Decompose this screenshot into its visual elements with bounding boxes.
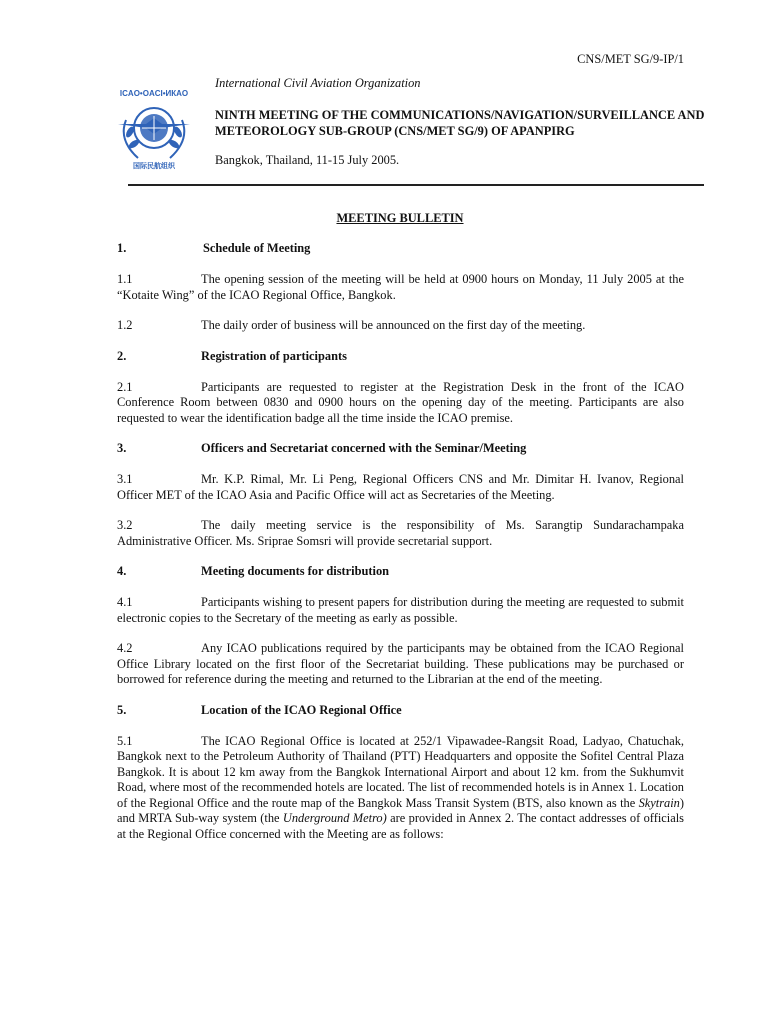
paragraph <box>117 641 684 688</box>
paragraph-number: 3.1 <box>117 472 133 486</box>
paragraph <box>117 518 684 549</box>
section-number: 1. <box>117 241 127 255</box>
section-title: Schedule of Meeting <box>203 241 311 255</box>
paragraph-number: 1.1 <box>117 272 133 286</box>
section-heading <box>117 349 684 365</box>
organization-name: International Civil Aviation Organization <box>215 76 421 90</box>
document-body <box>117 241 684 857</box>
paragraph-text: Any ICAO publications required by the participants may be obtained from the ICAO Regional Office Library located on the first floor of the Secretariat building. These publications may be purchased or borrowed for reference during the meeting and returned to the Librarian at the end of the meeting. <box>117 641 684 686</box>
paragraph <box>117 595 684 626</box>
underground-metro-italic: Underground Metro) <box>282 811 387 825</box>
paragraph-number: 2.1 <box>117 379 133 394</box>
icao-emblem-logo <box>108 80 200 172</box>
header-divider <box>128 184 704 186</box>
paragraph-number: 3.2 <box>117 518 133 532</box>
section-title: Location of the ICAO Regional Office <box>201 702 402 717</box>
paragraph <box>117 380 684 427</box>
paragraph-text: Participants wishing to present papers for distribution during the meeting are requested to submit electronic copies to the Secretary of the meeting as early as possible. <box>117 595 684 625</box>
section-number: 2. <box>117 348 127 363</box>
section-title: Officers and Secretariat concerned with the Seminar/Meeting <box>201 441 527 455</box>
svg-text:ICAO•OACI•ИКАО: ICAO•OACI•ИКАО <box>119 89 189 98</box>
skytrain-italic: Skytrain <box>638 795 680 810</box>
paragraph <box>117 272 684 303</box>
paragraph-text: are provided in Annex 2. The contact addresses of officials at the Regional Office concerned with the Meeting are as follows: <box>117 811 684 841</box>
paragraph <box>117 472 684 503</box>
paragraph-number: 4.1 <box>117 595 133 609</box>
section-title: Registration of participants <box>201 348 347 363</box>
document-reference: CNS/MET SG/9-IP/1 <box>577 52 684 66</box>
paragraph <box>117 734 684 843</box>
paragraph-number: 1.2 <box>117 318 133 332</box>
paragraph-text: The opening session of the meeting will be held at 0900 hours on Monday, 11 July 2005 at the “Kotaite Wing” of the ICAO Regional Office, Bangkok. <box>117 272 684 302</box>
paragraph-text: The daily order of business will be announced on the first day of the meeting. <box>201 318 586 332</box>
paragraph-number: 5.1 <box>117 733 133 748</box>
paragraph <box>117 318 684 334</box>
section-heading <box>117 441 684 457</box>
venue-date: Bangkok, Thailand, 11-15 July 2005. <box>215 153 400 167</box>
section-title: Meeting documents for distribution <box>201 564 390 578</box>
paragraph-text: The ICAO Regional Office is located at 252/1 Vipawadee-Rangsit Road, Ladyao, Chatuchak, Bangkok next to the Petroleum Authority of Thailand (PTT) Headquarters and opposite the Sofitel Central Plaza Bangkok. It is about 12 km away from the Bangkok International Airport and about 12 km. from the Sukhumvit Road, where most of the recommended hotels are located. The list of recommended hotels is in Annex 1. Location of the Regional Office and the route map of the Bangkok Mass Transit System (BTS, also known as the <box>117 733 684 810</box>
section-heading <box>117 703 684 719</box>
meeting-title: NINTH MEETING OF THE COMMUNICATIONS/NAVIGATION/SURVEILLANCE AND METEOROLOGY SUB-GROUP (CNS/MET SG/9) OF APANPIRG <box>215 108 705 138</box>
paragraph-text: ) and MRTA Sub-way system (the <box>117 795 684 825</box>
section-number: 5. <box>117 702 127 717</box>
section-number: 3. <box>117 441 127 455</box>
paragraph-text: Mr. K.P. Rimal, Mr. Li Peng, Regional Officers CNS and Mr. Dimitar H. Ivanov, Regional Officer MET of the ICAO Asia and Pacific Office will act as Secretaries of the Meeting. <box>117 472 684 502</box>
section-heading <box>117 564 684 580</box>
paragraph-text: The daily meeting service is the responsibility of Ms. Sarangtip Sundarachampaka Administrative Officer. Ms. Sriprae Somsri will provide secretarial support. <box>117 518 684 548</box>
svg-text:国际民航组织: 国际民航组织 <box>133 163 175 170</box>
section-heading <box>117 241 684 257</box>
paragraph-number: 4.2 <box>117 641 133 655</box>
section-number: 4. <box>117 564 127 578</box>
paragraph-text: Participants are requested to register at the Registration Desk in the front of the ICAO Conference Room between 0830 and 0900 hours on the opening day of the meeting. Participants are also requested to wear the identification badge all the time inside the ICAO premise. <box>117 379 684 425</box>
bulletin-title: MEETING BULLETIN <box>336 211 464 225</box>
